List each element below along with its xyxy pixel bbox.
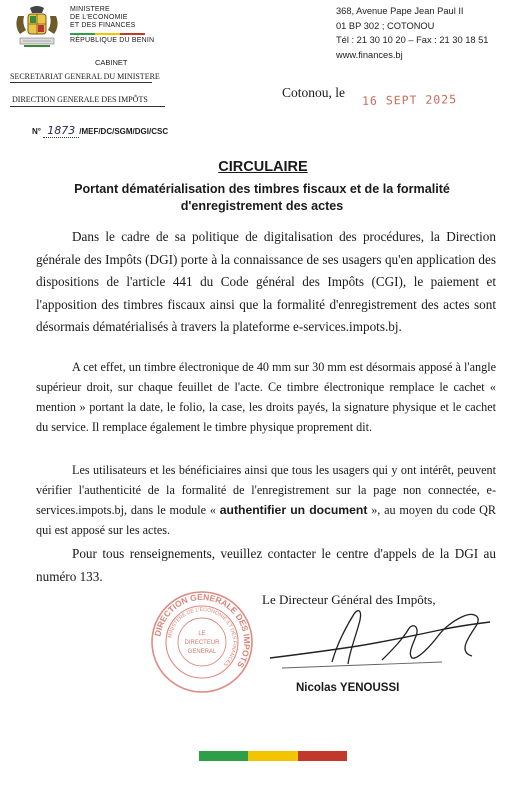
address: 368, Avenue Pape Jean Paul II — [336, 6, 464, 16]
document-subtitle: Portant dématérialisation des timbres fiscaux et de la formalité d'enregistrement des actes — [74, 182, 450, 213]
date-stamp: 16 SEPT 2025 — [361, 92, 458, 108]
paragraph — [36, 460, 496, 540]
website: www.finances.bj — [336, 49, 403, 60]
flag-stripe-green — [199, 751, 248, 761]
ministry-line: ET DES FINANCES — [70, 22, 136, 29]
ref-prefix: N° — [32, 127, 41, 136]
paragraph: Pour tous renseignements, veuillez contacter le centre d'appels de la DGI au numéro 133. — [36, 546, 496, 584]
signatory-title: Le Directeur Général des Impôts, — [262, 592, 436, 607]
flag-band — [199, 751, 347, 761]
place-label: Cotonou, le — [282, 85, 345, 100]
phone-fax: Tél : 21 30 10 20 – Fax : 21 30 18 51 — [336, 35, 489, 45]
seal-center-line: LE — [198, 631, 206, 637]
benin-coat-of-arms-icon — [12, 4, 62, 52]
paragraph: Dans le cadre de sa politique de digitalisation des procédures, la Direction générale des Impôts (DGI) porte à la connaissance de ses usagers qu'en application des dispositions de l'article 441 du Code général des Impôts (CGI), le paiement et l'apposition des timbres fiscaux ainsi que la formalité d'enregistrement des actes sont désormais dématérialisés à travers la plateforme e-services.impots.bj. — [36, 229, 496, 334]
paragraph-text: Les utilisateurs et les bénéficiaires ainsi que tous les usagers qui y ont intérêt, peuvent vérifier l'authenticité de la formalité de l'enregistrement sur la page non connectée, e-services.impots.bj, dans le module « — [36, 463, 496, 517]
po-box: 01 BP 302 ; COTONOU — [336, 20, 435, 31]
document-title: CIRCULAIRE — [218, 159, 308, 175]
ministry-name — [70, 6, 154, 45]
flag-stripe-yellow — [248, 751, 297, 761]
ministry-line: MINISTERE — [70, 6, 110, 13]
country-name: RÉPUBLIQUE DU BENIN — [70, 36, 155, 44]
handwritten-signature-icon — [262, 600, 502, 680]
flag-stripe-red — [298, 751, 347, 761]
module-name: authentifier un document — [219, 503, 368, 517]
paragraph-text: », au moyen du code QR qui est apposé sur les actes. — [36, 503, 496, 537]
cabinet-label: CABINET — [95, 58, 128, 67]
secretariat-label: SECRETARIAT GENERAL DU MINISTERE — [10, 72, 160, 81]
seal-center-line: DIRECTEUR — [184, 640, 220, 646]
paragraph: A cet effet, un timbre électronique de 40 mm sur 30 mm est désormais apposé à l'angle supérieur droit, sur chaque feuillet de l'acte. Ce timbre électronique remplace le cachet « mention » portant la date, le folio, la case, les droits payés, la signature physique et le cachet du service. Il remplace également le timbre physique proprement dit. — [36, 360, 496, 434]
ref-handwritten-number: 1873 — [47, 124, 76, 137]
flag-stripe — [70, 33, 145, 35]
divider — [10, 82, 152, 83]
official-seal-icon — [148, 588, 256, 696]
seal-center-line: GENERAL — [187, 649, 217, 655]
signatory-name: Nicolas YENOUSSI — [296, 682, 400, 694]
divider — [10, 106, 165, 107]
contact-block — [336, 4, 488, 62]
seal-inner-text: MINISTERE DE L'ECONOMIE ET DES FINANCES — [167, 606, 238, 668]
ministry-line: DE L'ECONOMIE — [70, 14, 128, 21]
direction-label: DIRECTION GENERALE DES IMPÔTS — [12, 95, 148, 104]
seal-outer-text: DIRECTION GENERALE DES IMPOTS — [152, 591, 253, 670]
reference-number — [32, 124, 168, 138]
ref-suffix: /MEF/DC/SGM/DGI/CSC — [79, 127, 169, 136]
